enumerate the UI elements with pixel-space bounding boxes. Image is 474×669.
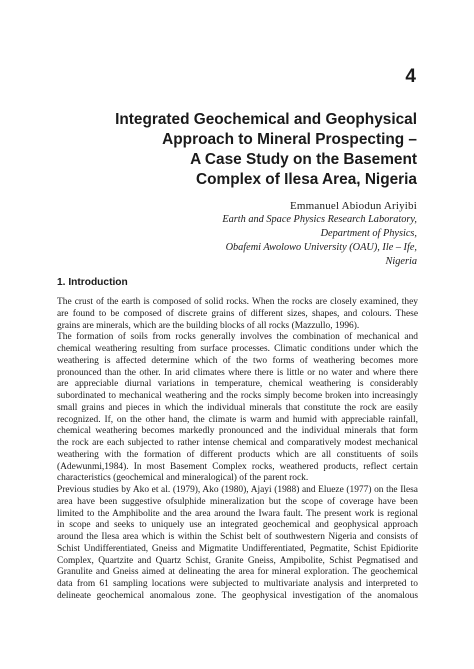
body-text-line: around the Ilesa area which is within the Schist belt of southwestern Nigeria and consists of (57, 532, 418, 542)
affiliation-line: Earth and Space Physics Research Laboratory, (222, 214, 417, 225)
body-text-line: Schist Undifferentiated, Gneiss and Migmatite Undifferentiated, Pegmatite, Schist Epidiorite (57, 543, 418, 554)
body-text-line: are found to be composed of discrete grains of different sizes, shapes, and colours. These (57, 308, 418, 319)
body-text (57, 297, 418, 603)
chapter-number: 4 (405, 66, 416, 87)
body-text-line: Complex, Quartzite and Quartz Schist, Granite Gneiss, Ampibolite, Schist Pegmatised and (57, 555, 418, 566)
author-block (117, 199, 417, 269)
affiliation-line: Nigeria (385, 256, 417, 267)
section-heading: 1. Introduction (57, 277, 128, 288)
body-text-line: delineate geochemical anomalous zone. The geophysical investigation of the anomalous (57, 590, 418, 601)
chapter-title-line: Complex of Ilesa Area, Nigeria (196, 171, 417, 188)
affiliation-line: Department of Physics, (320, 228, 417, 239)
body-text-line: The formation of soils from rocks generally involves the combination of mechanical and (57, 332, 418, 343)
body-text-line: characteristics (geochemical and mineralogical) of the parent rock. (57, 473, 309, 484)
affiliation-line: Obafemi Awolowo University (OAU), Ile – Ife, (225, 242, 417, 253)
chapter-title-line: A Case Study on the Basement (190, 151, 417, 168)
body-text-line: in scope and seeks to uniquely use an integrated geochemical and geophysical approach (57, 520, 418, 531)
body-text-line: data from 61 sampling locations were subjected to multivariate analysis and interpreted to (57, 579, 418, 589)
body-text-line: weathering with the formation of different products which are all constituents of soils (57, 449, 418, 460)
body-text-line: are appreciable diurnal variations in temperature, chemical weathering is considerably (57, 379, 418, 390)
body-text-line: recognized. If, on the other hand, the climate is warm and humid with appreciable rainfall, (57, 414, 418, 425)
body-text-line: pronounced than the other. In arid climates where there is little or no water and where there (57, 367, 418, 378)
chapter-title (87, 110, 417, 190)
chapter-title-line: Approach to Mineral Prospecting – (162, 131, 417, 148)
body-text-line: chemical weathering resulting from surface processes. Climatic conditions under which the (57, 344, 418, 354)
body-text-line: grains are minerals, which are the building blocks of all rocks (Mazzullo, 1996). (57, 320, 360, 331)
body-text-line: (Adewunmi,1984). In most Basement Complex rocks, weathered products, reflect certain (57, 461, 418, 472)
body-text-line: Granulite and Gneiss aimed at delineating the area for mineral exploration. The geochemical (57, 567, 418, 578)
body-text-line: Previous studies by Ako et al. (1979), Ako (1980), Ajayi (1988) and Elueze (1977) on the Ilesa (57, 485, 418, 495)
author-name: Emmanuel Abiodun Ariyibi (289, 200, 417, 212)
body-text-line: area have been suggestive ofsulphide mineralization but the scope of coverage have been (57, 496, 418, 507)
body-text-line: chemical weathering becomes markedly pronounced and the individual minerals that form (57, 426, 418, 437)
body-text-line: the rock are each subjected to rather intense chemical and comparatively modest mechanical (57, 438, 418, 448)
body-text-line: weathering is affected determine which of the two forms of weathering becomes more (57, 355, 418, 366)
chapter-title-line: Integrated Geochemical and Geophysical (115, 111, 417, 128)
body-text-line: subordinated to mechanical weathering and the rocks simply become broken into increasingly (57, 391, 418, 401)
body-text-line: The crust of the earth is composed of solid rocks. When the rocks are closely examined, they (57, 297, 418, 307)
body-text-line: limited to the Amphibolite and the area around the Iwara fault. The present work is regional (57, 508, 418, 519)
body-text-line: small grains and pieces in which the individual minerals that constitute the rock are easily (57, 402, 418, 413)
